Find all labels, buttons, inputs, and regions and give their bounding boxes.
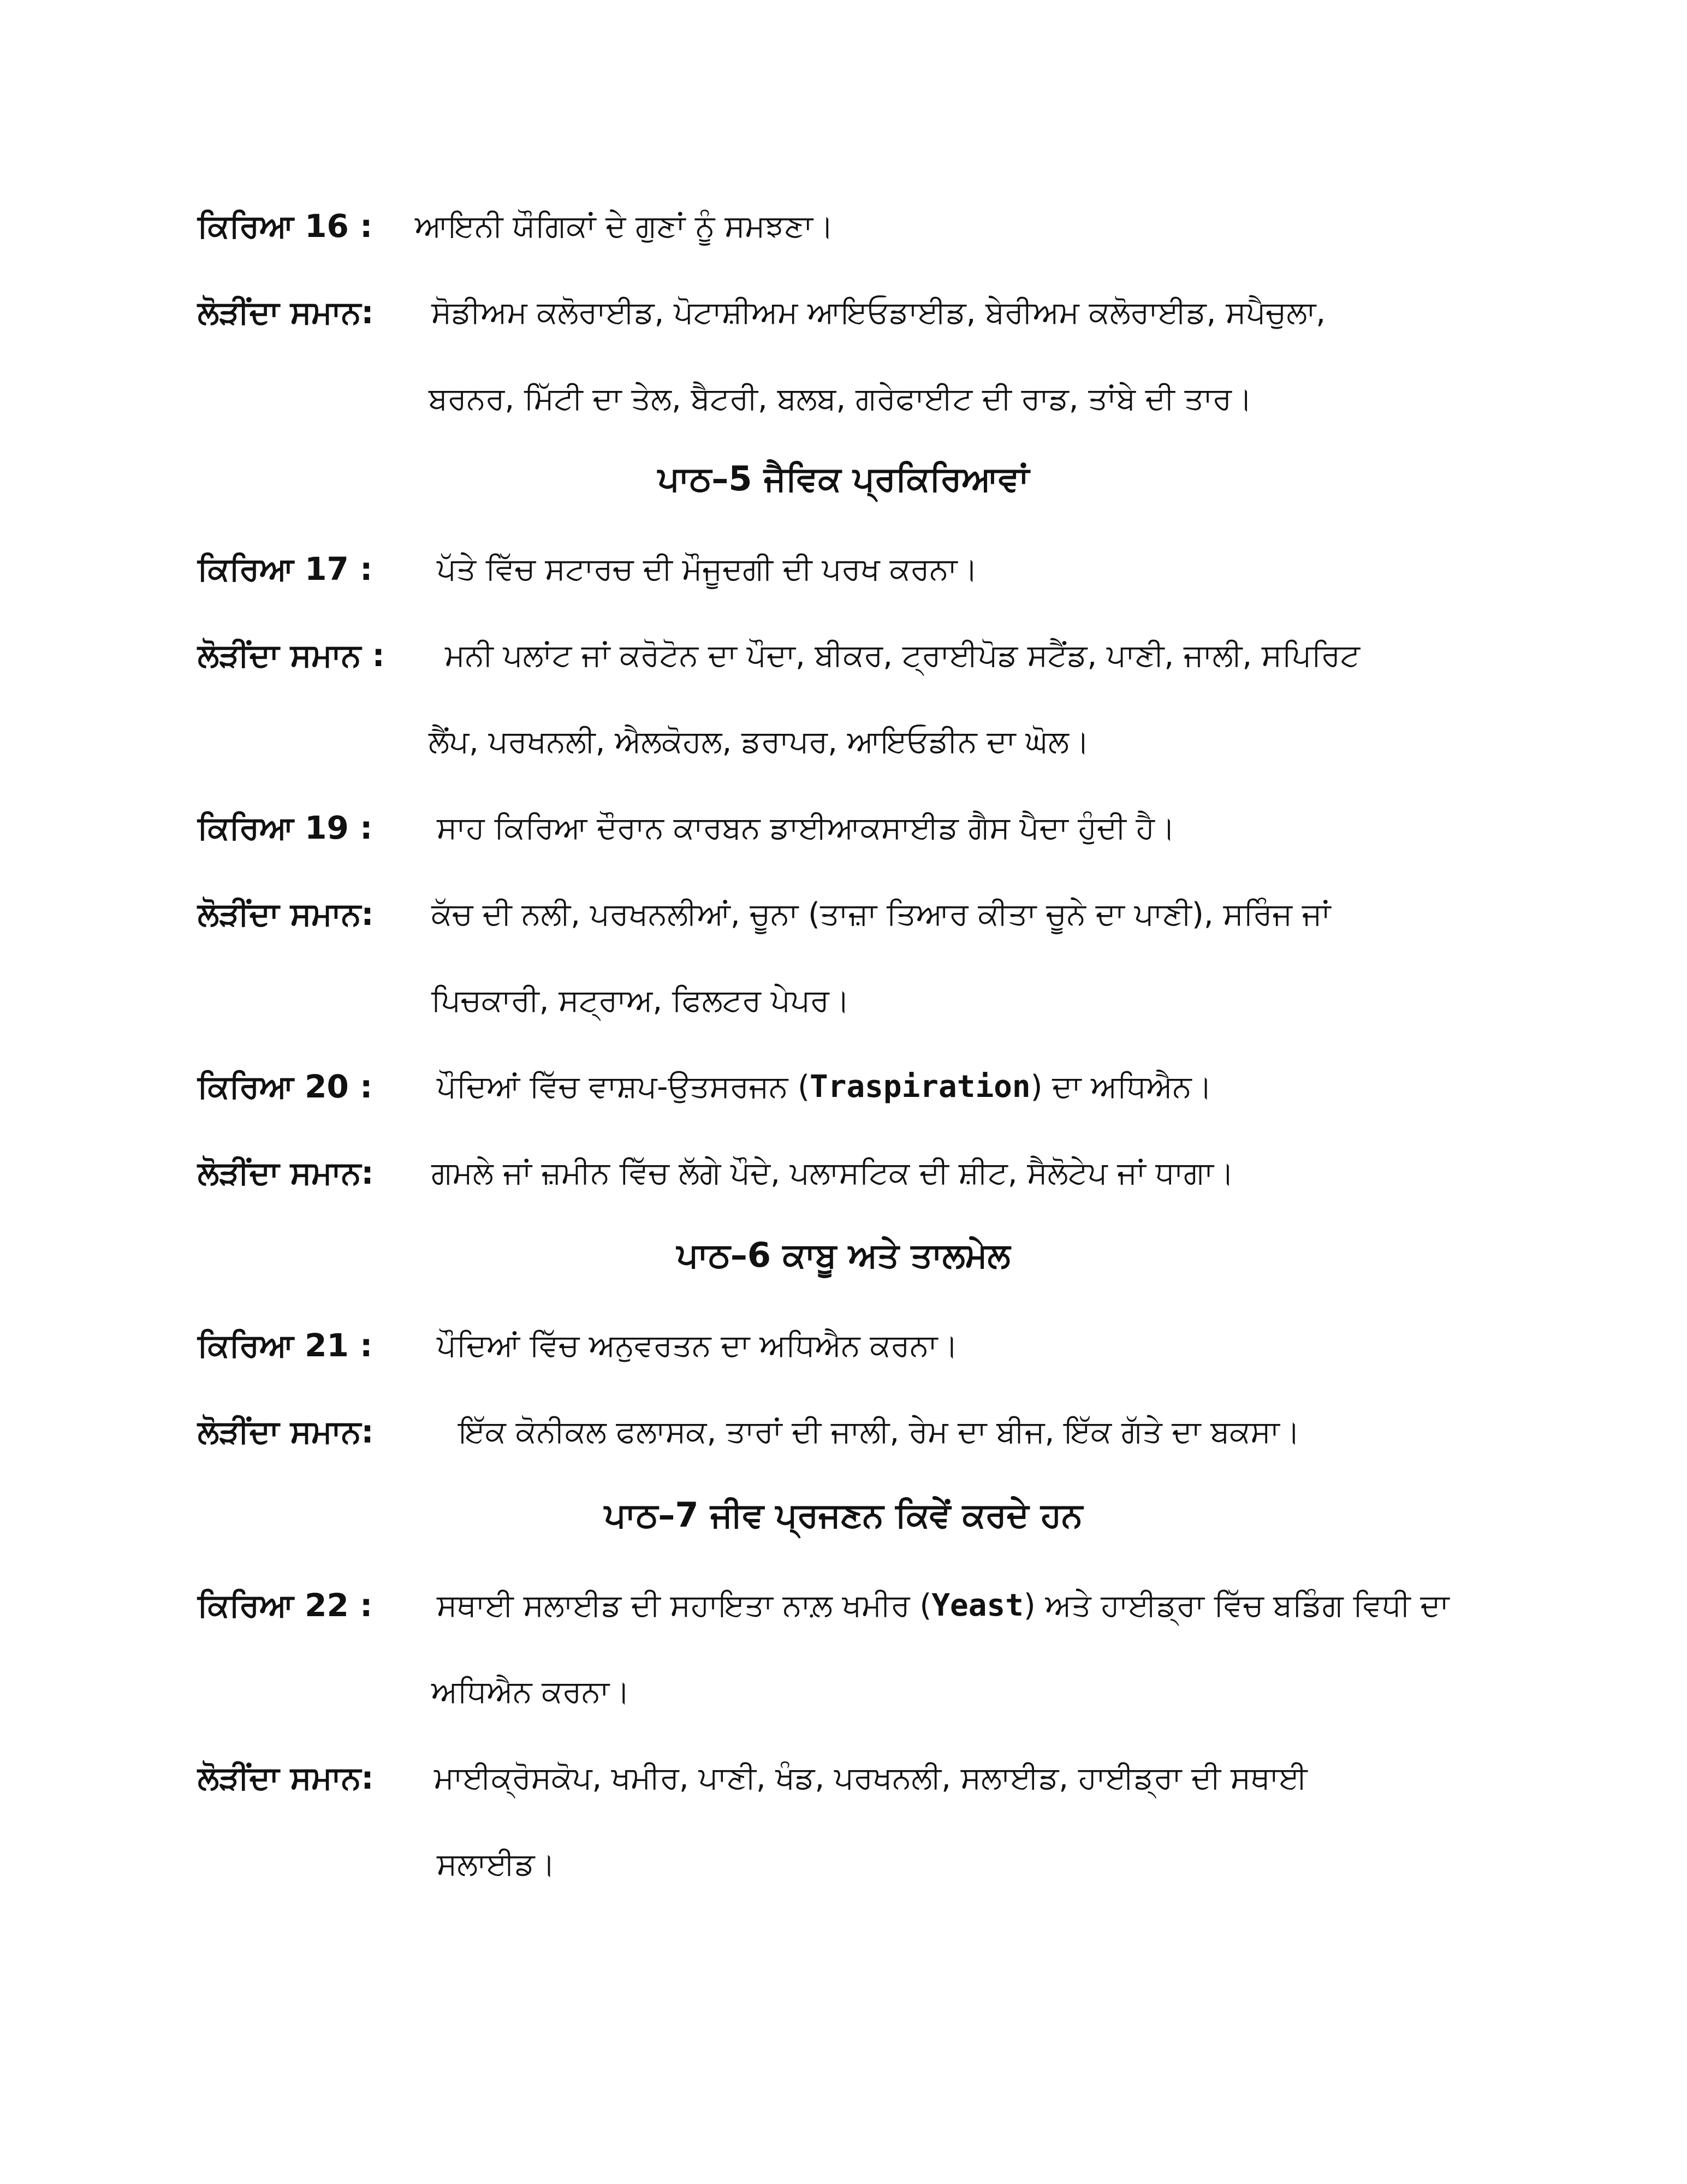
materials-list: ਇੱਕ ਕੋਨੀਕਲ ਫਲਾਸਕ, ਤਾਰਾਂ ਦੀ ਜਾਲੀ, ਰੇਮ ਦਾ ਬੀਜ, ਇੱਕ ਗੱਤੇ ਦਾ ਬਕਸਾ।: [459, 1414, 1300, 1450]
materials-row: [0, 1748, 1687, 1808]
materials-list: ਸੋਡੀਅਮ ਕਲੋਰਾਈਡ, ਪੋਟਾਸ਼ੀਅਮ ਆਇਓਡਾਈਡ, ਬੇਰੀਅਮ ਕਲੋਰਾਈਡ, ਸਪੈਚੁਲਾ,: [431, 295, 1326, 330]
activity-row: [0, 197, 1687, 257]
materials-list: ਮਨੀ ਪਲਾਂਟ ਜਾਂ ਕਰੋਟੋਨ ਦਾ ਪੌਦਾ, ਬੀਕਰ, ਟ੍ਰਾਈਪੋਡ ਸਟੈਂਡ, ਪਾਣੀ, ਜਾਲੀ, ਸਪਿਰਿਟ: [445, 638, 1361, 673]
activity-row: [0, 798, 1687, 858]
materials-list-continued: ਸਲਾਈਡ।: [437, 1847, 556, 1882]
activity-row: [0, 1576, 1687, 1636]
english-term: Traspiration: [810, 1069, 1031, 1105]
materials-list: ਕੱਚ ਦੀ ਨਲੀ, ਪਰਖਨਲੀਆਂ, ਚੂਨਾ (ਤਾਜ਼ਾ ਤਿਆਰ ਕੀਤਾ ਚੂਨੇ ਦਾ ਪਾਣੀ), ਸਰਿੰਜ ਜਾਂ: [431, 897, 1331, 932]
materials-list-continued: ਲੈਂਪ, ਪਰਖਨਲੀ, ਐਲਕੋਹਲ, ਡਰਾਪਰ, ਆਇਓਡੀਨ ਦਾ ਘੋਲ।: [429, 724, 1090, 759]
materials-row: [0, 1143, 1687, 1203]
materials-label: ਲੋੜੀਂਦਾ ਸਮਾਨ:: [198, 1413, 374, 1450]
materials-continuation-row: [0, 1835, 1687, 1895]
materials-label: ਲੋੜੀਂਦਾ ਸਮਾਨ:: [198, 294, 374, 331]
materials-row: [0, 1402, 1687, 1462]
activity-description: [437, 1588, 1450, 1624]
materials-row: [0, 885, 1687, 945]
materials-continuation-row: [0, 971, 1687, 1031]
materials-list-continued: ਪਿਚਕਾਰੀ, ਸਟ੍ਰਾਅ, ਫਿਲਟਰ ਪੇਪਰ।: [431, 983, 850, 1018]
activity-label: ਕਿਰਿਆ 17 :: [198, 550, 373, 587]
materials-label: ਲੋੜੀਂਦਾ ਸਮਾਨ:: [198, 1759, 374, 1796]
activity-label: ਕਿਰਿਆ 20 :: [198, 1068, 373, 1105]
activity-description: [437, 1069, 1212, 1105]
materials-list: ਮਾਈਕ੍ਰੋਸਕੋਪ, ਖਮੀਰ, ਪਾਣੀ, ਖੰਡ, ਪਰਖਨਲੀ, ਸਲਾਈਡ, ਹਾਈਡ੍ਰਾ ਦੀ ਸਥਾਈ: [434, 1760, 1308, 1796]
materials-continuation-row: [0, 369, 1687, 429]
activity-label: ਕਿਰਿਆ 21 :: [198, 1327, 373, 1364]
materials-row: [0, 626, 1687, 686]
materials-list: ਗਮਲੇ ਜਾਂ ਜ਼ਮੀਨ ਵਿੱਚ ਲੱਗੇ ਪੌਦੇ, ਪਲਾਸਟਿਕ ਦੀ ਸ਼ੀਟ, ਸੈਲੋਟੇਪ ਜਾਂ ਧਾਗਾ।: [431, 1155, 1234, 1191]
activity-description: ਪੌਦਿਆਂ ਵਿੱਚ ਅਨੁਵਰਤਨ ਦਾ ਅਧਿਐਨ ਕਰਨਾ।: [437, 1328, 959, 1363]
activity-text-post: ) ਅਤੇ ਹਾਈਡ੍ਰਾ ਵਿੱਚ ਬਡਿੰਗ ਵਿਧੀ ਦਾ: [1023, 1588, 1450, 1623]
materials-label: ਲੋੜੀਂਦਾ ਸਮਾਨ:: [198, 895, 374, 933]
activity-label: ਕਿਰਿਆ 16 :: [198, 207, 373, 245]
activity-row: [0, 1057, 1687, 1117]
materials-label: ਲੋੜੀਂਦਾ ਸਮਾਨ:: [198, 1154, 374, 1191]
materials-continuation-row: [0, 712, 1687, 772]
activity-text-pre: ਪੌਦਿਆਂ ਵਿੱਚ ਵਾਸ਼ਪ-ਉਤਸਰਜਨ (: [437, 1069, 810, 1105]
chapter-heading: ਪਾਠ–6 ਕਾਬੂ ਅਤੇ ਤਾਲਮੇਲ: [676, 1235, 1011, 1275]
activity-text-post: ) ਦਾ ਅਧਿਐਨ।: [1030, 1069, 1213, 1105]
materials-list-continued: ਬਰਨਰ, ਮਿੱਟੀ ਦਾ ਤੇਲ, ਬੈਟਰੀ, ਬਲਬ, ਗਰੇਫਾਈਟ ਦੀ ਰਾਡ, ਤਾਂਬੇ ਦੀ ਤਾਰ।: [429, 381, 1252, 417]
activity-description-continued: ਅਧਿਐਨ ਕਰਨਾ।: [431, 1674, 630, 1710]
activity-description: ਸਾਹ ਕਿਰਿਆ ਦੌਰਾਨ ਕਾਰਬਨ ਡਾਈਆਕਸਾਈਡ ਗੈਸ ਪੈਦਾ ਹੁੰਦੀ ਹੈ।: [437, 810, 1175, 846]
chapter-heading: ਪਾਠ–5 ਜੈਵਿਕ ਪ੍ਰਕਿਰਿਆਵਾਂ: [657, 459, 1030, 498]
activity-description: ਆਇਨੀ ਯੌਗਿਕਾਂ ਦੇ ਗੁਣਾਂ ਨੂੰ ਸਮਝਣਾ।: [415, 209, 834, 244]
materials-row: [0, 283, 1687, 343]
activity-label: ਕਿਰਿਆ 19 :: [198, 809, 373, 846]
chapter-heading: ਪਾਠ–7 ਜੀਵ ਪ੍ਰਜਣਨ ਕਿਵੇਂ ਕਰਦੇ ਹਨ: [604, 1495, 1083, 1535]
activity-row: [0, 1316, 1687, 1376]
activity-continuation-row: [0, 1662, 1687, 1722]
activity-row: [0, 539, 1687, 600]
english-term: Yeast: [931, 1588, 1024, 1623]
activity-description: ਪੱਤੇ ਵਿੱਚ ਸਟਾਰਚ ਦੀ ਮੌਜੂਦਗੀ ਦੀ ਪਰਖ ਕਰਨਾ।: [437, 551, 978, 587]
materials-label: ਲੋੜੀਂਦਾ ਸਮਾਨ :: [198, 637, 385, 674]
activity-text-pre: ਸਥਾਈ ਸਲਾਈਡ ਦੀ ਸਹਾਇਤਾ ਨਾਲ਼ ਖਮੀਰ (: [437, 1588, 932, 1623]
activity-label: ਕਿਰਿਆ 22 :: [198, 1587, 373, 1624]
